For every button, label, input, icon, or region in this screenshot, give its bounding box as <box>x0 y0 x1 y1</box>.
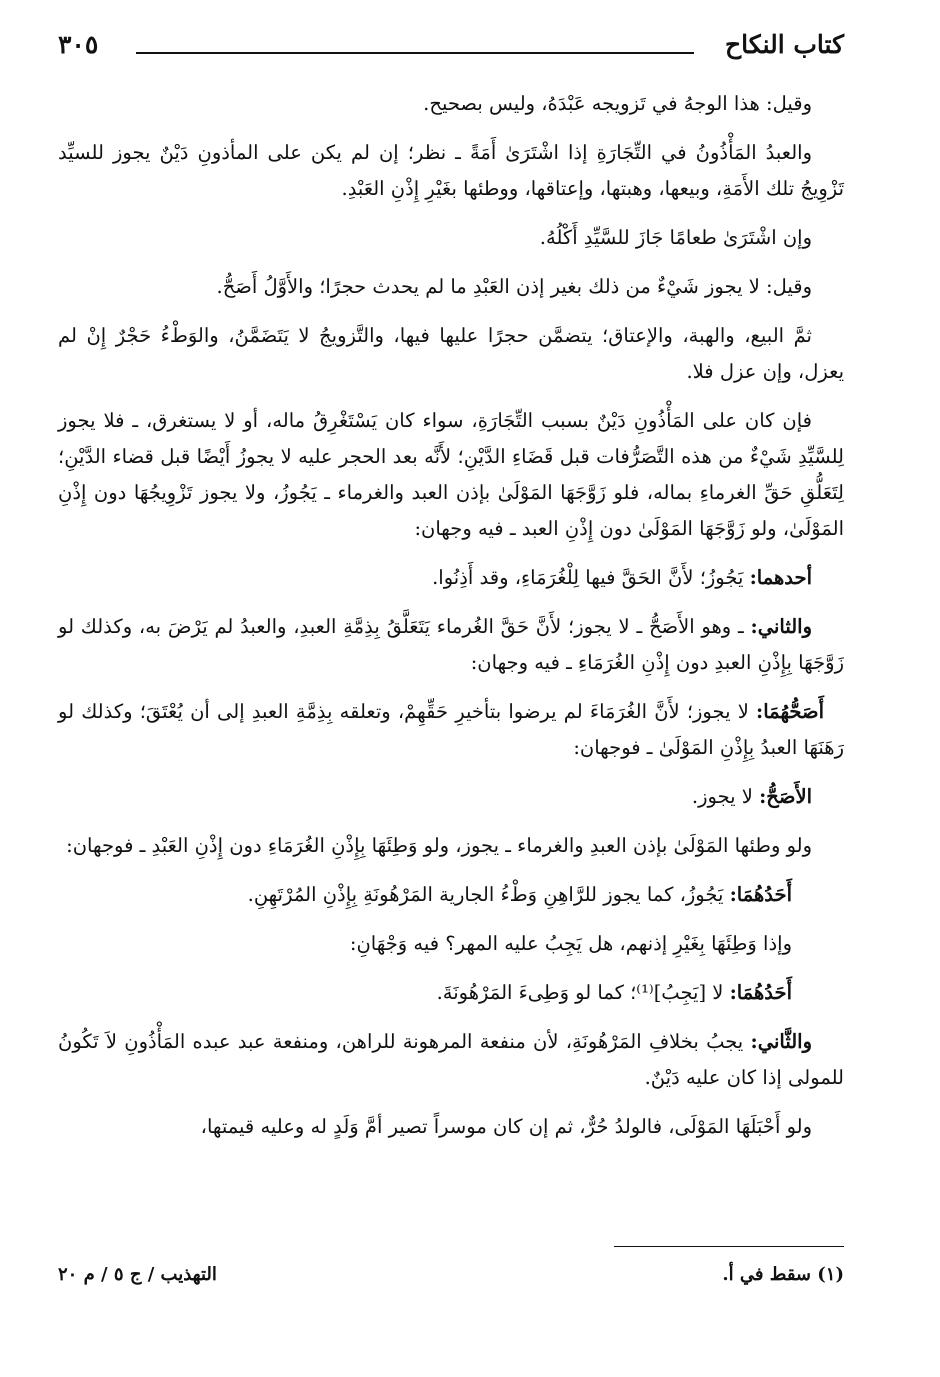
paragraph-text: ولو وطئها المَوْلَىٰ بإذن العبدِ والغرماء ـ يجوز، ولو وَطِئَهَا بِإِذْنِ الغُرَمَاءِ دون إِذْنِ العَبْدِ ـ فوجهان: <box>66 834 812 857</box>
footnote: (١) سقط في أ. <box>722 1264 844 1285</box>
paragraph-text: لا يجوز؛ لأَنَّ الغُرَمَاءَ لم يرضوا بتأخيرِ حَقِّهِمْ، وتعلقه بِذِمَّةِ العبدِ إلى أن يُعْتَقَ؛ وكذلك لو رَهَنَهَا العبدُ بِإِذْنِ المَوْلَىٰ ـ فوجهان: <box>58 700 844 759</box>
paragraph-lead: والثاني: <box>750 615 812 638</box>
paragraph-text: وقيل: هذا الوجهُ في تَزويجه عَبْدَهُ، وليس بصحيح. <box>423 92 812 115</box>
paragraph-text: ـ وهو الأَصَحُّ ـ لا يجوز؛ لأَنَّ حَقَّ الغُرماء يَتَعَلَّقُ بِذِمَّةِ العبدِ، والعبدُ لم يَرْضَ به، وكذلك لو زَوَّجَهَا بِإِذْنِ العبدِ دون إِذْنِ الغُرَمَاءِ ـ فيه وجهان: <box>58 615 844 674</box>
paragraph-text: وإذا وَطِئَهَا بِغَيْرِ إذنهم، هل يَجِبُ عليه المهر؟ فيه وَجْهَانِ: <box>349 932 792 955</box>
paragraph-text: فإن كان على المَأْذُونِ دَيْنٌ بسبب التِّجَارَةِ، سواء كان يَسْتَغْرِقُ ماله، أو لا يستغرق، ـ فلا يجوز لِلسَّيِّدِ شَيْءٌ من هذه التَّصَرُّفات قبل قَضَاءِ الدَّيْنِ؛ لأَنَّه بعد الحجر عليه لا يجوزُ أَيْضًا قبل قضاء الدَّيْنِ؛ لِتَعَلُّقِ حَقِّ الغرماءِ بماله، فلو زَوَّجَهَا المَوْلَىٰ بإذن العبد والغرماء ـ يَجُوزُ، ولا يجوز تَزْوِيجُهَا دون إِذْنِ المَوْلَىٰ، ولو زَوَّجَهَا المَوْلَىٰ دون إِذْنِ العبد ـ فيه وجهان: <box>58 409 844 540</box>
paragraph-text: ولو أَحْبَلَهَا المَوْلَى، فالولدُ حُرٌّ، ثم إن كان موسراً تصير أمَّ وَلَدٍ له وعليه قيمتها، <box>200 1115 812 1138</box>
paragraph <box>58 828 844 864</box>
printer-signature: التهذيب / ج ٥ / م ٢٠ <box>58 1264 217 1285</box>
paragraph-text: وقيل: لا يجوز شَيْءٌ من ذلك بغير إذن العَبْدِ ما لم يحدث حجرًا؛ والأَوَّلُ أَصَحُّ. <box>216 275 812 298</box>
paragraph-text: يجبُ بخلافِ المَرْهُونَةِ، لأن منفعة المرهونة للراهن، ومنفعة عبد عبده المَأْذُونِ لاَ تَكُونُ للمولى إذا كان عليه دَيْنٌ. <box>58 1030 844 1089</box>
page-footer <box>58 1264 844 1294</box>
paragraph <box>58 694 844 766</box>
paragraph-text: يَجُوزُ؛ لأَنَّ الحَقَّ فيها لِلْغُرَمَاءِ، وقد أَذِنُوا. <box>432 566 750 589</box>
paragraph <box>58 1109 844 1145</box>
paragraph-text: والعبدُ المَأْذُونُ في التِّجَارَةِ إذا اشْتَرَىٰ أَمَةً ـ نظر؛ إن لم يكن على المأذونِ دَيْنٌ يجوز للسيِّد تَزْوِيجُ تلك الأَمَةِ، وبيعها، وهبتها، وإعتاقها، ووطئها بغَيْرِ إِذْنِ العَبْدِ. <box>58 141 844 200</box>
paragraph-lead: والثَّاني: <box>750 1030 812 1053</box>
paragraph <box>58 1024 844 1096</box>
paragraph-text: لا [يَجِبُ]⁽¹⁾؛ كما لو وَطِىءَ المَرْهُونَةَ. <box>436 981 730 1004</box>
paragraph <box>58 926 844 962</box>
paragraph-text: وإن اشْتَرَىٰ طعامًا جَازَ للسَّيِّدِ أَكْلُهُ. <box>539 226 812 249</box>
paragraph <box>58 975 844 1011</box>
paragraph-text: ثمَّ البيع، والهبة، والإعتاق؛ يتضمَّن حجرًا عليها فيها، والتَّزويجُ لا يَتَضَمَّنُ، والوَطْءُ حَجْرٌ إِنْ لم يعزل، وإن عزل فلا. <box>58 324 844 383</box>
footnote-rule <box>614 1246 844 1247</box>
paragraph <box>58 135 844 207</box>
paragraph-text: لا يجوز. <box>691 785 760 808</box>
chapter-title: كتاب النكاح <box>725 30 844 59</box>
paragraph-lead: أحدهما: <box>749 566 812 589</box>
paragraph-lead: أَحَدُهُمَا: <box>729 883 792 906</box>
paragraph <box>58 779 844 815</box>
header-rule <box>136 52 694 54</box>
paragraph <box>58 403 844 547</box>
paragraph <box>58 318 844 390</box>
paragraph-lead: أَصَحُّهُمَا: <box>756 700 824 723</box>
page-number: ٣٠٥ <box>58 30 99 59</box>
paragraph <box>58 220 844 256</box>
paragraph <box>58 560 844 596</box>
page-header <box>58 30 844 70</box>
paragraph-lead: أَحَدُهُمَا: <box>729 981 792 1004</box>
paragraph <box>58 86 844 122</box>
paragraph-lead: الأَصَحُّ: <box>759 785 812 808</box>
paragraph <box>58 609 844 681</box>
paragraph <box>58 877 844 913</box>
paragraph-text: يَجُوزُ، كما يجوز للرَّاهِنِ وَطْءُ الجارية المَرْهُونَةِ بِإِذْنِ المُرْتَهِنِ. <box>247 883 730 906</box>
page-body <box>58 86 844 1158</box>
paragraph <box>58 269 844 305</box>
